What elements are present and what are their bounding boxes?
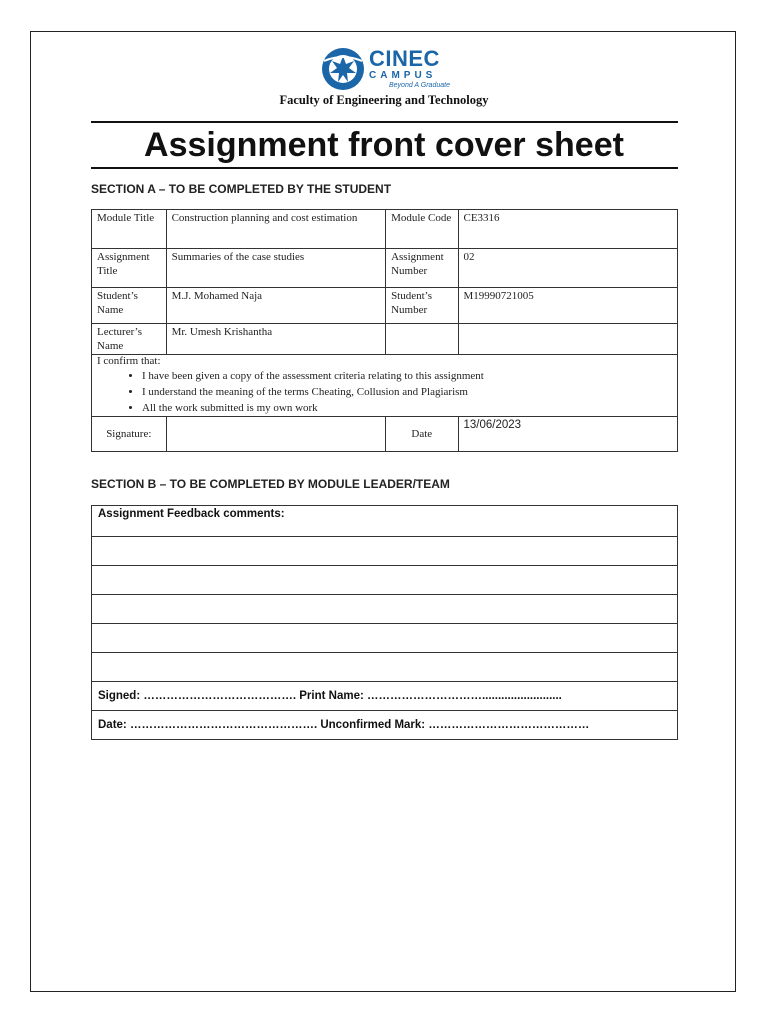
lecturer-name-label: Lecturer’s Name [92,324,167,355]
assignment-number-label: Assignment Number [386,249,458,288]
table-row [92,566,678,595]
table-row [92,624,678,653]
confirm-lead: I confirm that: [97,355,161,367]
table-row [92,595,678,624]
signed-print-name-line[interactable]: Signed: …………………………………. Print Name: …………………………......................... [92,682,678,711]
assignment-title-label: Assignment Title [92,249,167,288]
assignment-title-value[interactable]: Summaries of the case studies [166,249,385,288]
signature-label: Signature: [92,417,167,452]
table-row [92,682,678,711]
empty-value-cell[interactable] [458,324,678,355]
student-name-value[interactable]: M.J. Mohamed Naja [166,288,385,324]
faculty-name: Faculty of Engineering and Technology [279,93,489,107]
table-row [92,288,678,324]
cinec-logo [321,47,461,91]
feedback-label: Assignment Feedback comments: [92,506,678,537]
list-item: • All the work submitted is my own work [142,400,672,416]
module-title-label: Module Title [92,210,167,249]
section-b-title: SECTION B – TO BE COMPLETED BY MODULE LEADER/TEAM [91,477,450,491]
student-number-label: Student’s Number [386,288,458,324]
signature-field[interactable] [166,417,385,452]
table-row [92,711,678,740]
table-row [92,506,678,537]
module-title-value[interactable]: Construction planning and cost estimation [166,210,385,249]
date-field[interactable]: 13/06/2023 [458,417,678,452]
student-name-label: Student’s Name [92,288,167,324]
feedback-line[interactable] [92,595,678,624]
logo-name: CINEC [369,46,440,71]
feedback-table [91,505,678,740]
globe-star-icon [321,47,365,91]
student-number-value[interactable]: M19990721005 [458,288,678,324]
empty-label-cell [386,324,458,355]
confirm-list [97,368,672,416]
confirmation-row [92,355,678,417]
list-item: • I understand the meaning of the terms Cheating, Collusion and Plagiarism [142,384,672,400]
table-row [92,653,678,682]
student-details-table [91,209,678,452]
date-mark-line[interactable]: Date: …………………………………………. Unconfirmed Mark: …………………………………… [92,711,678,740]
feedback-line[interactable] [92,566,678,595]
signature-row [92,417,678,452]
module-code-label: Module Code [386,210,458,249]
confirmation-cell [92,355,678,417]
table-row [92,537,678,566]
assignment-number-value[interactable]: 02 [458,249,678,288]
logo-subtitle: CAMPUS [369,70,437,81]
feedback-line[interactable] [92,653,678,682]
table-row [92,324,678,355]
table-row [92,249,678,288]
list-item: • I have been given a copy of the assessment criteria relating to this assignment [142,368,672,384]
date-label: Date [386,417,458,452]
feedback-line[interactable] [92,537,678,566]
table-row [92,210,678,249]
lecturer-name-value[interactable]: Mr. Umesh Krishantha [166,324,385,355]
title-rule-bottom [91,167,678,169]
module-code-value[interactable]: CE3316 [458,210,678,249]
section-a-title: SECTION A – TO BE COMPLETED BY THE STUDENT [91,182,392,196]
logo-tagline: Beyond A Graduate [389,82,450,89]
feedback-line[interactable] [92,624,678,653]
title-rule-top [91,121,678,123]
page-title: Assignment front cover sheet [144,126,624,164]
